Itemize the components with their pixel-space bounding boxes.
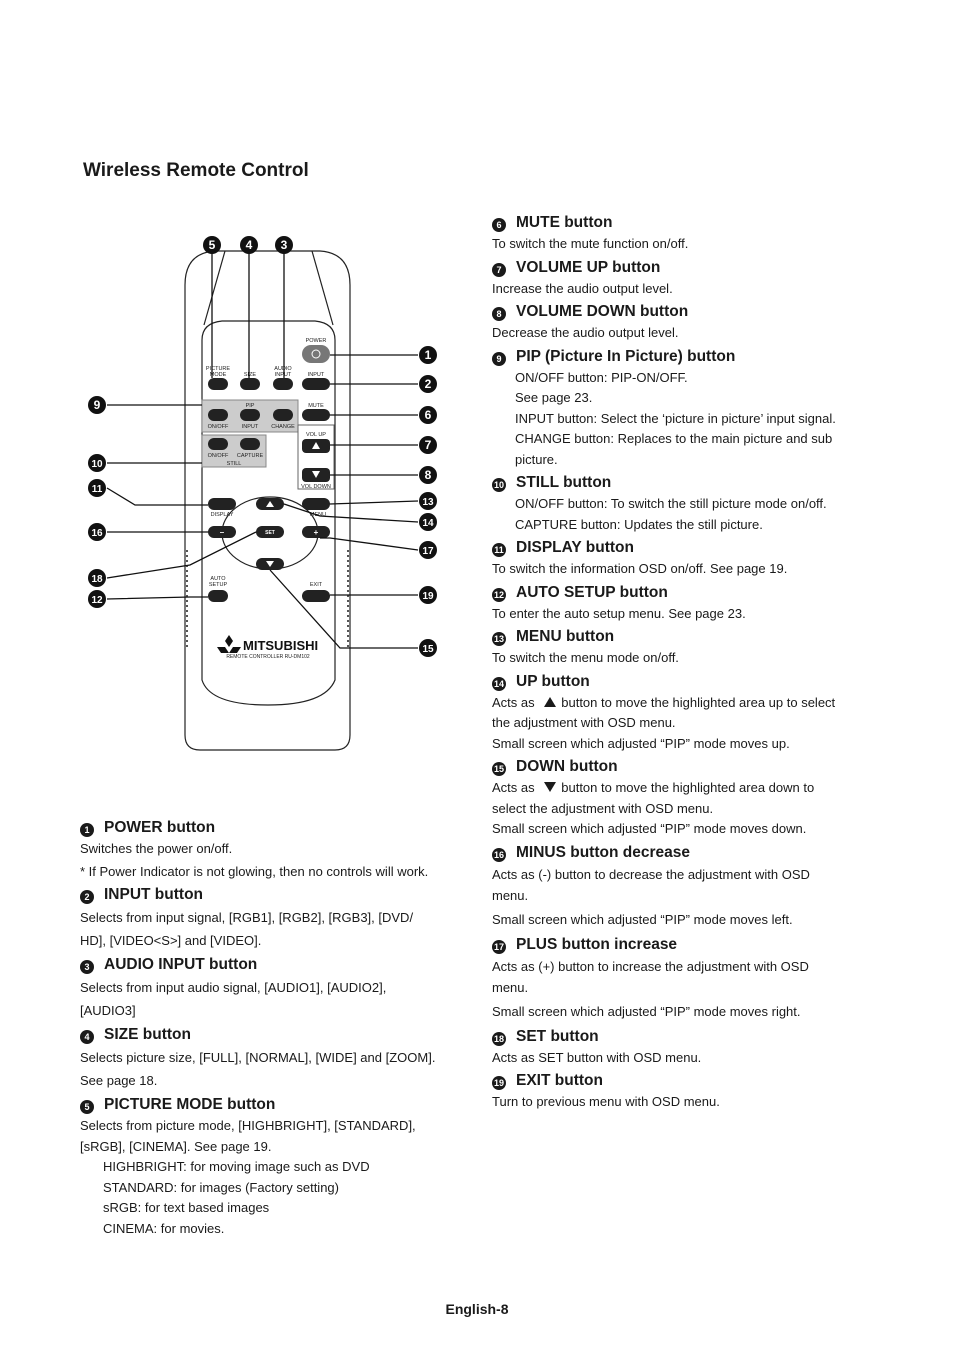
item-text: Switches the power on/off. [80, 841, 233, 856]
auto-setup-button[interactable] [208, 590, 228, 602]
input-label: INPUT [307, 372, 325, 378]
description-item-size [80, 1024, 460, 1092]
callout-9 [88, 396, 106, 414]
item-subtext: CHANGE button: Replaces to the main picture and sub [515, 431, 833, 446]
description-item-minus [492, 842, 867, 932]
item-heading [80, 884, 460, 906]
item-number: 11 [492, 543, 506, 557]
item-text: Acts as SET button with OSD menu. [492, 1049, 702, 1065]
svg-text:2: 2 [424, 377, 432, 391]
item-text: Small screen which adjusted “PIP” mode moves right. [492, 1003, 801, 1019]
callout-1 [419, 346, 437, 364]
item-number: 16 [493, 849, 504, 860]
pip-change-button[interactable] [273, 409, 293, 421]
item-number: 4 [80, 1030, 94, 1044]
minus-label: – [219, 528, 225, 537]
display-label: DISPLAY [210, 512, 234, 518]
up-triangle-icon [544, 697, 556, 707]
item-number: 15 [493, 764, 504, 774]
item-text: Selects picture size, [FULL], [NORMAL], [WIDE] and [ZOOM]. [80, 1050, 436, 1065]
item-subtext: CAPTURE button: Updates the still picture. [515, 516, 763, 532]
item-number: 19 [493, 1078, 504, 1088]
svg-text:9: 9 [93, 398, 101, 412]
item-text: Selects from input signal, [RGB1], [RGB2], [RGB3], [DVD/ [80, 910, 414, 925]
vol-down-label: VOL DOWN [301, 484, 331, 490]
item-title: DOWN button [516, 758, 618, 775]
item-title: MENU button [516, 628, 615, 645]
item-title: DISPLAY button [516, 539, 634, 556]
description-item-exit [492, 1070, 867, 1113]
svg-text:3: 3 [280, 238, 288, 252]
remote-control-diagram [80, 225, 450, 765]
callout-19 [419, 586, 437, 604]
item-heading [492, 472, 867, 494]
callout-11 [88, 479, 106, 497]
item-subtext: CINEMA: for movies. [103, 1220, 225, 1236]
description-item-down [492, 756, 867, 840]
item-subtext: ON/OFF button: To switch the still picture mode on/off. [515, 496, 827, 511]
item-text: Increase the audio output level. [492, 280, 673, 296]
down-triangle-icon [544, 782, 556, 792]
description-item-picture-mode [80, 1094, 460, 1239]
description-item-plus [492, 934, 867, 1024]
svg-text:6: 6 [424, 408, 432, 422]
item-text: Small screen which adjusted “PIP” mode moves left. [492, 911, 793, 927]
svg-text:7: 7 [424, 438, 432, 452]
item-text: Selects from input audio signal, [AUDIO1], [AUDIO2], [80, 980, 387, 995]
item-text: To switch the information OSD on/off. See page 19. [492, 561, 788, 576]
item-text: Acts as (-) button to decrease the adjustment with OSD [492, 866, 810, 882]
vol-up-label: VOL UP [306, 432, 326, 438]
description-item-still [492, 472, 867, 535]
item-title: MINUS button decrease [516, 843, 690, 861]
right-descriptions [492, 210, 867, 1113]
item-title: PLUS button increase [516, 935, 678, 953]
item-heading [80, 1094, 460, 1116]
item-text: Acts as (+) button to increase the adjustment with OSD [492, 958, 809, 974]
item-heading [492, 1026, 867, 1048]
pip-label: PIP [245, 403, 255, 409]
svg-text:17: 17 [422, 546, 434, 557]
item-number: 18 [493, 1033, 504, 1044]
menu-label: MENU [309, 512, 327, 518]
brand-logo [217, 635, 318, 653]
description-item-audio-input [80, 954, 460, 1022]
item-title: UP button [516, 672, 590, 690]
description-item-auto-setup [492, 582, 867, 625]
auto-setup-label-1: AUTO [210, 576, 226, 582]
callout-2 [419, 375, 437, 393]
item-heading [492, 1070, 867, 1092]
pip-change-label: CHANGE [271, 424, 295, 430]
item-text: To switch the mute function on/off. [492, 236, 689, 251]
pip-input-label: INPUT [241, 424, 259, 430]
item-title: SIZE button [104, 1026, 191, 1043]
diamond-logo-icon [229, 647, 241, 653]
svg-text:8: 8 [424, 468, 432, 482]
item-text: Small screen which adjusted “PIP” mode moves down. [492, 821, 807, 836]
item-number: 14 [493, 678, 504, 689]
size-label: SIZE [243, 372, 257, 378]
item-heading [492, 582, 867, 604]
diamond-logo-icon [217, 647, 229, 653]
mute-button[interactable] [302, 409, 330, 421]
item-number: 17 [493, 941, 504, 952]
item-subtext: See page 23. [515, 390, 593, 405]
item-heading [80, 1024, 460, 1046]
item-title: EXIT button [516, 1072, 603, 1089]
page-title: Wireless Remote Control [83, 160, 309, 181]
item-title: AUTO SETUP button [516, 583, 668, 601]
item-text: See page 18. [80, 1073, 158, 1088]
svg-text:16: 16 [91, 528, 103, 539]
pip-onoff-button[interactable] [208, 409, 228, 421]
callout-10 [88, 454, 106, 472]
item-heading [492, 346, 867, 368]
item-heading [492, 842, 867, 864]
item-number: 7 [492, 263, 506, 277]
item-text: Decrease the audio output level. [492, 325, 679, 340]
item-text: Small screen which adjusted “PIP” mode moves up. [492, 735, 790, 751]
item-title: VOLUME DOWN button [516, 303, 689, 320]
item-text [492, 778, 867, 799]
item-number: 3 [80, 960, 94, 974]
description-item-input [80, 884, 460, 952]
power-button[interactable] [302, 345, 330, 363]
svg-text:4: 4 [245, 238, 253, 252]
item-title: PIP (Picture In Picture) button [516, 347, 736, 365]
exit-button[interactable] [302, 590, 330, 602]
svg-text:5: 5 [208, 238, 216, 252]
item-number: 5 [80, 1100, 94, 1114]
item-heading [492, 537, 867, 559]
item-number: 13 [493, 634, 504, 644]
item-title: PICTURE MODE button [104, 1096, 276, 1113]
callout-3 [275, 236, 293, 254]
item-subtext: STANDARD: for images (Factory setting) [103, 1179, 339, 1195]
description-item-volume-up [492, 257, 867, 300]
item-text: To switch the menu mode on/off. [492, 650, 679, 665]
item-text: the adjustment with OSD menu. [492, 715, 676, 730]
still-capture-button[interactable] [240, 438, 260, 450]
brand-label: MITSUBISHI [243, 638, 319, 653]
plus-label: + [313, 528, 319, 537]
item-heading [492, 257, 867, 279]
menu-button[interactable] [302, 498, 330, 510]
page-footer: English-8 [445, 1301, 509, 1317]
mute-label: MUTE [308, 403, 324, 409]
model-label: REMOTE CONTROLLER RU-DM102 [226, 654, 310, 660]
item-number: 8 [492, 307, 506, 321]
acts-as-text: Acts as [492, 780, 535, 795]
item-number: 2 [80, 890, 94, 904]
item-title: MUTE button [516, 214, 613, 231]
acts-as-rest: button to move the highlighted area down to [561, 780, 815, 795]
item-title: STILL button [516, 474, 612, 491]
item-text: Turn to previous menu with OSD menu. [492, 1094, 720, 1109]
item-text: [AUDIO3] [80, 1003, 136, 1018]
set-label: SET [265, 530, 275, 536]
item-heading [492, 756, 867, 778]
callout-12 [88, 590, 106, 608]
item-text: * If Power Indicator is not glowing, then no controls will work. [80, 863, 429, 879]
still-label: STILL [226, 461, 242, 467]
picture-mode-label-1: PICTURE [205, 366, 231, 372]
item-text: To enter the auto setup menu. See page 23. [492, 605, 746, 621]
item-title: INPUT button [104, 886, 204, 903]
acts-as-rest: button to move the highlighted area up to select [561, 694, 836, 710]
item-text: select the adjustment with OSD menu. [492, 800, 714, 816]
description-item-up [492, 671, 867, 755]
item-heading [492, 934, 867, 956]
svg-text:12: 12 [91, 595, 103, 606]
item-heading [492, 626, 867, 648]
exit-label: EXIT [309, 582, 323, 588]
audio-input-button[interactable] [273, 378, 293, 390]
item-subtext: sRGB: for text based images [103, 1200, 270, 1215]
item-heading [80, 817, 460, 839]
item-text: HD], [VIDEO<S>] and [VIDEO]. [80, 933, 262, 948]
callout-14 [419, 513, 437, 531]
callout-4 [240, 236, 258, 254]
svg-text:13: 13 [422, 497, 434, 508]
picture-mode-button[interactable] [208, 378, 228, 390]
callout-5 [203, 236, 221, 254]
callout-16 [88, 523, 106, 541]
item-title: SET button [516, 1027, 599, 1045]
item-heading [492, 212, 867, 234]
input-button[interactable] [302, 378, 330, 390]
callout-13 [419, 492, 437, 510]
still-capture-label: CAPTURE [236, 453, 264, 459]
svg-text:19: 19 [422, 591, 434, 602]
callout-18 [88, 569, 106, 587]
display-button[interactable] [208, 498, 236, 510]
item-text: [sRGB], [CINEMA]. See page 19. [80, 1138, 272, 1154]
size-button[interactable] [240, 378, 260, 390]
audio-input-label-2: INPUT [274, 372, 292, 378]
svg-text:11: 11 [91, 484, 103, 495]
diamond-logo-icon [225, 635, 233, 647]
description-item-power [80, 817, 460, 882]
still-onoff-label: ON/OFF [207, 453, 229, 459]
item-title: POWER button [104, 819, 216, 836]
left-descriptions [80, 815, 460, 1239]
item-text [492, 693, 867, 714]
svg-text:14: 14 [422, 518, 434, 529]
item-number: 10 [493, 480, 504, 490]
description-item-menu [492, 626, 867, 669]
item-subtext: INPUT button: Select the ‘picture in picture’ input signal. [515, 410, 836, 426]
acts-as-text: Acts as [492, 694, 535, 710]
svg-text:15: 15 [422, 644, 434, 655]
item-number: 9 [492, 352, 506, 366]
callout-6 [419, 406, 437, 424]
item-subtext: HIGHBRIGHT: for moving image such as DVD [103, 1159, 370, 1174]
item-number: 12 [493, 589, 504, 600]
svg-text:10: 10 [91, 459, 103, 470]
callout-7 [419, 436, 437, 454]
callout-17 [419, 541, 437, 559]
audio-input-label-1: AUDIO [274, 366, 292, 372]
pip-onoff-label: ON/OFF [207, 424, 229, 430]
item-title: VOLUME UP button [516, 258, 661, 276]
description-item-volume-down [492, 301, 867, 344]
picture-mode-label-2: MODE [209, 372, 227, 378]
svg-text:18: 18 [91, 574, 103, 585]
item-text: menu. [492, 980, 529, 995]
item-heading [492, 671, 867, 693]
description-item-display [492, 537, 867, 580]
description-item-mute [492, 212, 867, 255]
power-label: POWER [305, 338, 327, 344]
callout-8 [419, 466, 437, 484]
callout-15 [419, 639, 437, 657]
still-onoff-button[interactable] [208, 438, 228, 450]
item-number: 6 [492, 218, 506, 232]
item-number: 1 [80, 823, 94, 837]
item-heading [80, 954, 460, 976]
item-text: Selects from picture mode, [HIGHBRIGHT], [STANDARD], [80, 1118, 416, 1133]
item-title: AUDIO INPUT button [104, 956, 258, 973]
item-subtext: ON/OFF button: PIP-ON/OFF. [515, 369, 688, 385]
item-text: menu. [492, 888, 529, 903]
description-item-set [492, 1026, 867, 1069]
item-subtext: picture. [515, 451, 558, 467]
auto-setup-label-2: SETUP [208, 582, 228, 588]
item-heading [492, 301, 867, 323]
pip-input-button[interactable] [240, 409, 260, 421]
svg-text:1: 1 [424, 348, 432, 362]
description-item-pip [492, 346, 867, 471]
